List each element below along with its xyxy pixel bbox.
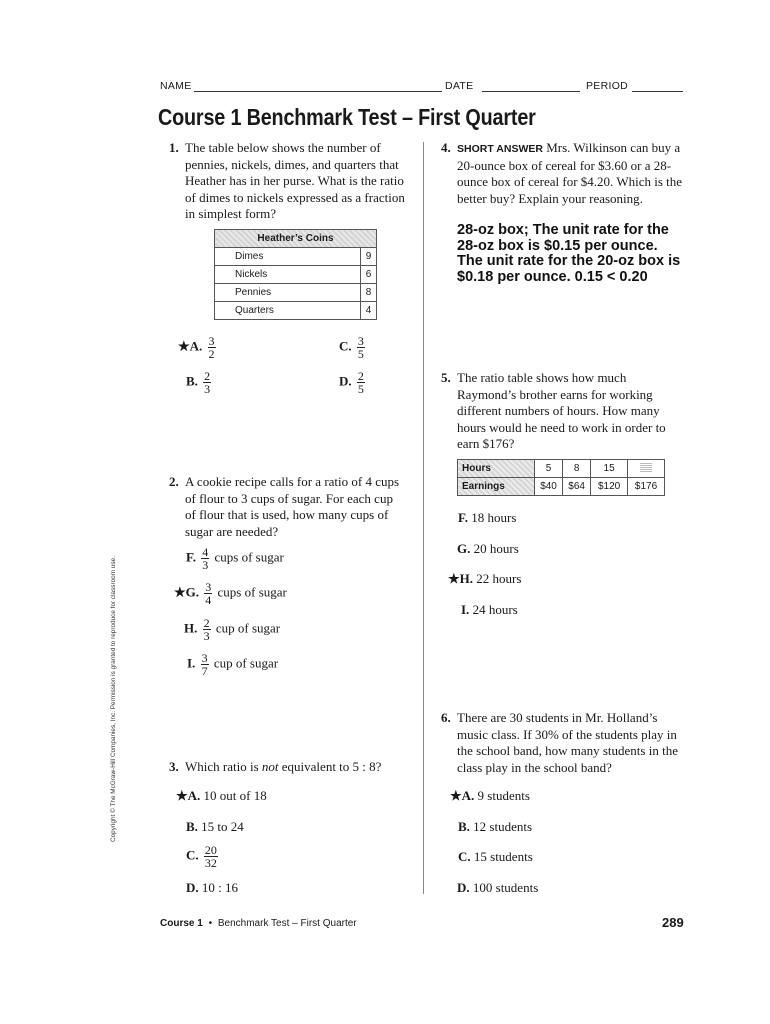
question-4 [441, 140, 685, 207]
option-label: B. [186, 819, 198, 834]
option-label: H. [184, 620, 198, 636]
question-6 [441, 710, 685, 776]
column-divider [423, 142, 424, 894]
question-text: The ratio table shows how much Raymond’s brother earns for working different numbers of hours. How many hours would he need to work in order to earn $176? [457, 370, 666, 452]
hours-cell: 8 [563, 460, 591, 478]
question-text: equivalent to 5 : 8? [278, 759, 382, 774]
short-answer-tag: SHORT ANSWER [457, 143, 543, 155]
q1-option-a[interactable] [178, 335, 218, 360]
q1-option-d[interactable] [339, 370, 367, 395]
footer-course: Course 1 [160, 918, 203, 929]
q5-option-g[interactable] [457, 541, 519, 557]
option-label: G. [457, 541, 471, 556]
question-text: There are 30 students in Mr. Holland’s music class. If 30% of the students play in the school band, how many students in the class play in the school band? [457, 710, 678, 775]
option-label: I. [461, 602, 470, 617]
option-text: 100 students [472, 880, 539, 895]
question-3 [169, 759, 415, 776]
question-5 [441, 370, 685, 453]
page-title: Course 1 Benchmark Test – First Quarter [158, 104, 536, 130]
fraction: $\frac{4}{3}$ [202, 545, 209, 572]
q1-option-b[interactable] [186, 370, 213, 395]
option-text: cups of sugar [214, 549, 284, 565]
q3-option-c[interactable] [186, 844, 220, 869]
question-text: A cookie recipe calls for a ratio of 4 cups of flour to 3 cups of sugar. For each cup of flour that is used, how many cups of sugar are needed? [185, 474, 400, 539]
option-label: C. [339, 338, 352, 354]
earnings-cell: $176 [628, 478, 665, 496]
fraction: $\frac{2}{3}$ [204, 369, 211, 396]
blank-placeholder-icon [640, 463, 652, 472]
option-text: cup of sugar [213, 655, 279, 671]
coin-count: 9 [360, 248, 376, 266]
table-row [215, 266, 377, 284]
question-1 [169, 140, 407, 223]
emphasis-text: not [261, 759, 279, 774]
option-label: D. [457, 880, 470, 895]
option-text: 20 hours [473, 541, 519, 556]
option-text: cups of sugar [217, 584, 287, 600]
q3-option-b[interactable] [186, 819, 244, 835]
question-text: Mrs. Wilkinson can buy a 20-ounce box of cereal for $3.60 or a 28-ounce box of cereal for $4.20. Which is the better buy? Explain your reasoning. [457, 140, 683, 206]
fraction: $\frac{3}{2}$ [208, 334, 215, 361]
coin-count: 6 [360, 266, 376, 284]
fraction: $\frac{2}{5}$ [357, 369, 364, 396]
question-text: Which ratio is [185, 759, 262, 774]
option-text: 10 : 16 [201, 880, 239, 895]
footer-label: Benchmark Test – First Quarter [217, 918, 357, 929]
question-number: 5. [441, 370, 451, 385]
option-text: 9 students [477, 788, 530, 803]
earnings-cell: $64 [563, 478, 591, 496]
option-label: C. [186, 847, 199, 863]
hours-cell: 5 [535, 460, 563, 478]
coin-name: Pennies [215, 284, 361, 302]
q2-option-f[interactable] [186, 546, 284, 571]
q2-option-g[interactable] [174, 581, 287, 606]
page-footer [160, 918, 357, 929]
question-text: The table below shows the number of pennies, nickels, dimes, and quarters that Heather has in her purse. What is the ratio of dimes to nickels expressed as a fraction in simplest form? [185, 140, 405, 222]
table-row [458, 478, 665, 496]
fraction: $\frac{3}{7}$ [201, 651, 208, 678]
coin-count: 8 [360, 284, 376, 302]
q1-option-c[interactable] [339, 335, 367, 360]
q5-option-f[interactable] [458, 510, 516, 526]
table-title: Heather’s Coins [215, 230, 377, 248]
coin-name: Quarters [215, 302, 361, 320]
fraction: $\frac{3}{5}$ [357, 334, 364, 361]
heathers-coins-table [214, 229, 377, 320]
option-text: cup of sugar [215, 620, 281, 636]
q2-option-h[interactable] [184, 617, 280, 642]
option-label: B. [186, 373, 198, 389]
option-label: ★A. [450, 788, 475, 803]
fraction: $\frac{20}{32}$ [204, 843, 217, 870]
question-number: 1. [169, 140, 179, 155]
hours-unknown-cell [628, 460, 665, 478]
option-text: 22 hours [476, 571, 522, 586]
fraction: $\frac{3}{4}$ [205, 580, 212, 607]
option-text: 24 hours [472, 602, 518, 617]
hours-header: Hours [458, 460, 535, 478]
coin-count: 4 [360, 302, 376, 320]
q5-option-h[interactable] [448, 571, 521, 587]
table-row [215, 302, 377, 320]
q2-option-i[interactable] [187, 652, 278, 677]
date-line [482, 91, 580, 92]
coin-name: Dimes [215, 248, 361, 266]
coin-name: Nickels [215, 266, 361, 284]
question-number: 6. [441, 710, 451, 725]
footer-bullet: • [208, 918, 213, 929]
q3-option-d[interactable] [186, 880, 238, 896]
option-label: C. [458, 849, 471, 864]
option-label: D. [339, 373, 352, 389]
q3-option-a[interactable] [176, 788, 267, 804]
option-label: F. [458, 510, 468, 525]
question-number: 2. [169, 474, 179, 489]
fraction: $\frac{2}{3}$ [203, 616, 210, 643]
option-text: 12 students [473, 819, 533, 834]
period-line [632, 91, 683, 92]
option-text: 10 out of 18 [203, 788, 267, 803]
earnings-cell: $40 [535, 478, 563, 496]
ratio-table [457, 459, 665, 496]
q5-option-i[interactable] [461, 602, 518, 618]
q6-option-a[interactable] [450, 788, 530, 804]
copyright-notice: Copyright © The McGraw-Hill Companies, Inc. Permission is granted to reproduce for classroom use. [110, 556, 117, 842]
table-row [215, 248, 377, 266]
name-line [194, 91, 442, 92]
q6-option-d[interactable] [457, 880, 538, 896]
earnings-cell: $120 [591, 478, 628, 496]
option-label: ★G. [174, 584, 200, 600]
date-label: DATE [445, 80, 474, 92]
option-text: 18 hours [471, 510, 517, 525]
q4-answer: 28-oz box; The unit rate for the 28-oz box is $0.15 per ounce. The unit rate for the 20-oz box is $0.18 per ounce. 0.15 < 0.20 [457, 222, 681, 285]
option-label: ★A. [176, 788, 201, 803]
option-label: ★A. [178, 338, 203, 354]
option-label: F. [186, 549, 196, 565]
option-label: B. [458, 819, 470, 834]
table-row [215, 284, 377, 302]
name-label: NAME [160, 80, 192, 92]
option-label: ★H. [448, 571, 474, 586]
option-label: I. [187, 655, 196, 671]
page-number: 289 [662, 915, 684, 930]
option-label: D. [186, 880, 199, 895]
q6-option-c[interactable] [458, 849, 533, 865]
question-2 [169, 474, 407, 540]
option-text: 15 students [473, 849, 533, 864]
hours-cell: 15 [591, 460, 628, 478]
option-text: 15 to 24 [201, 819, 244, 834]
table-row [458, 460, 665, 478]
period-label: PERIOD [586, 80, 629, 92]
question-number: 4. [441, 140, 451, 155]
earnings-header: Earnings [458, 478, 535, 496]
question-number: 3. [169, 759, 179, 774]
q6-option-b[interactable] [458, 819, 532, 835]
